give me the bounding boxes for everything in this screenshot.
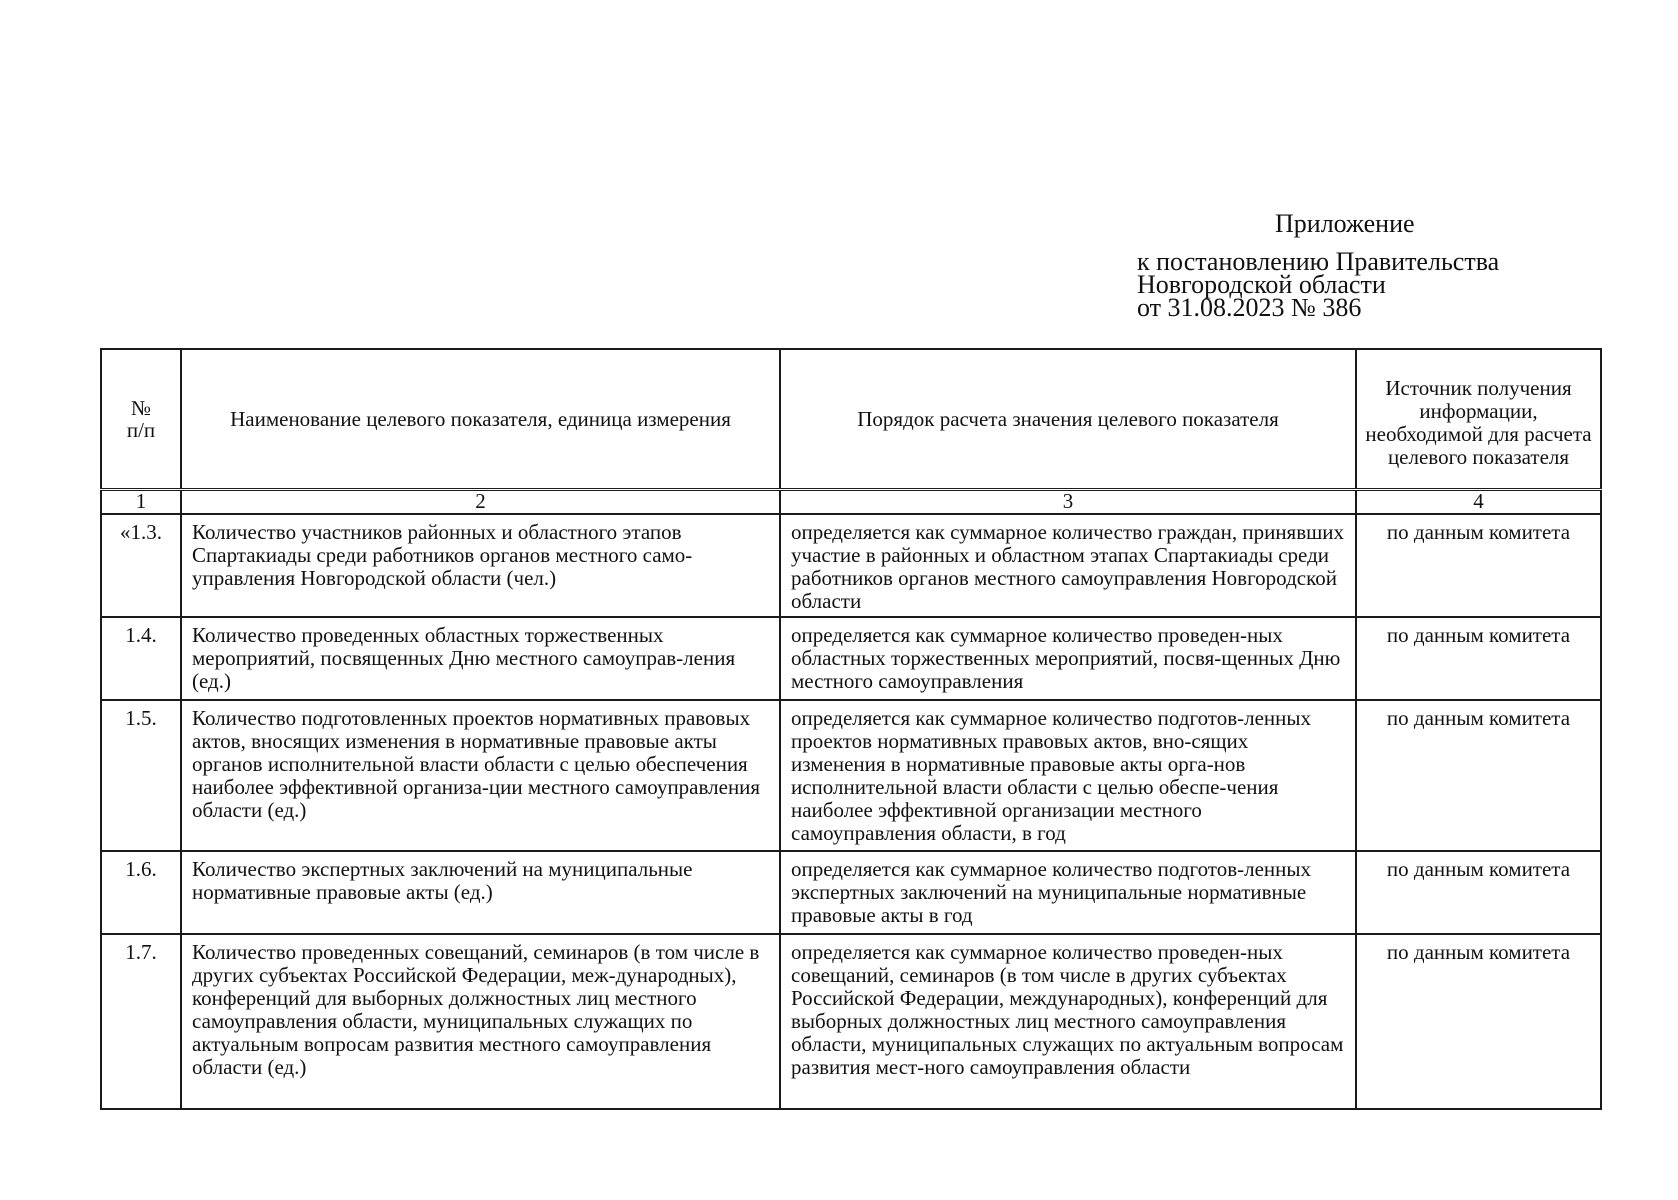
information-source: по данным комитета	[1356, 851, 1601, 934]
appendix-line-resolution: к постановлению Правительства	[1137, 247, 1500, 276]
appendix-title: Приложение	[1275, 209, 1415, 238]
row-number: «1.3.	[101, 514, 181, 617]
header-calculation-method: Порядок расчета значения целевого показателя	[780, 349, 1356, 490]
information-source: по данным комитета	[1356, 514, 1601, 617]
row-number: 1.6.	[101, 851, 181, 934]
row-number: 1.5.	[101, 700, 181, 851]
indicator-name: Количество проведенных совещаний, семинаров (в том числе в других субъектах Российской Федерации, меж-дународных), конференций для выборных должностных лиц местного самоуправления области, муниципальных служащих по актуальным вопросам развития местного самоуправления области (ед.)	[181, 934, 780, 1109]
table-header-row	[101, 349, 1601, 490]
table-row	[101, 700, 1601, 851]
header-number	[101, 349, 181, 490]
appendix-header	[1137, 209, 1597, 322]
table-row	[101, 934, 1601, 1109]
information-source: по данным комитета	[1356, 934, 1601, 1109]
appendix-line-date-number: от 31.08.2023 № 386	[1137, 293, 1362, 322]
calculation-method: определяется как суммарное количество проведен-ных областных торжественных мероприятий, посвя-щенных Дню местного самоуправления	[780, 617, 1356, 700]
indicator-name: Количество экспертных заключений на муниципальные нормативные правовые акты (ед.)	[181, 851, 780, 934]
information-source: по данным комитета	[1356, 617, 1601, 700]
table-row	[101, 514, 1601, 617]
column-number-2: 2	[181, 490, 780, 515]
header-number-sign: №	[130, 396, 152, 420]
indicators-table	[100, 348, 1602, 1110]
table-row	[101, 851, 1601, 934]
indicator-name: Количество подготовленных проектов нормативных правовых актов, вносящих изменения в нормативные правовые акты органов исполнительной власти области с целью обеспечения наиболее эффективной организа-ции местного самоуправления области (ед.)	[181, 700, 780, 851]
column-number-row	[101, 490, 1601, 515]
row-number: 1.7.	[101, 934, 181, 1109]
header-number-abbr: п/п	[126, 418, 156, 442]
information-source: по данным комитета	[1356, 700, 1601, 851]
column-number-1: 1	[101, 490, 181, 515]
calculation-method: определяется как суммарное количество граждан, принявших участие в районных и областном этапах Спартакиады среди работников органов местного самоуправления Новгородской области	[780, 514, 1356, 617]
indicator-name: Количество проведенных областных торжественных мероприятий, посвященных Дню местного самоуправ-ления (ед.)	[181, 617, 780, 700]
calculation-method: определяется как суммарное количество подготов-ленных экспертных заключений на муниципальные нормативные правовые акты в год	[780, 851, 1356, 934]
calculation-method: определяется как суммарное количество подготов-ленных проектов нормативных правовых актов, вно-сящих изменения в нормативные правовые акты орга-нов исполнительной власти области с целью обеспе-чения наиболее эффективной организации местного самоуправления области, в год	[780, 700, 1356, 851]
column-number-3: 3	[780, 490, 1356, 515]
row-number: 1.4.	[101, 617, 181, 700]
indicator-name: Количество участников районных и областного этапов Спартакиады среди работников органов местного само-управления Новгородской области (чел.)	[181, 514, 780, 617]
table-row	[101, 617, 1601, 700]
header-indicator-name: Наименование целевого показателя, единица измерения	[181, 349, 780, 490]
appendix-line-region: Новгородской области	[1137, 270, 1386, 299]
column-number-4: 4	[1356, 490, 1601, 515]
calculation-method: определяется как суммарное количество проведен-ных совещаний, семинаров (в том числе в других субъектах Российской Федерации, международных), конференций для выборных должностных лиц местного самоуправления области, муниципальных служащих по актуальным вопросам развития мест-ного самоуправления области	[780, 934, 1356, 1109]
header-information-source: Источник получения информации, необходимой для расчета целевого показателя	[1356, 349, 1601, 490]
